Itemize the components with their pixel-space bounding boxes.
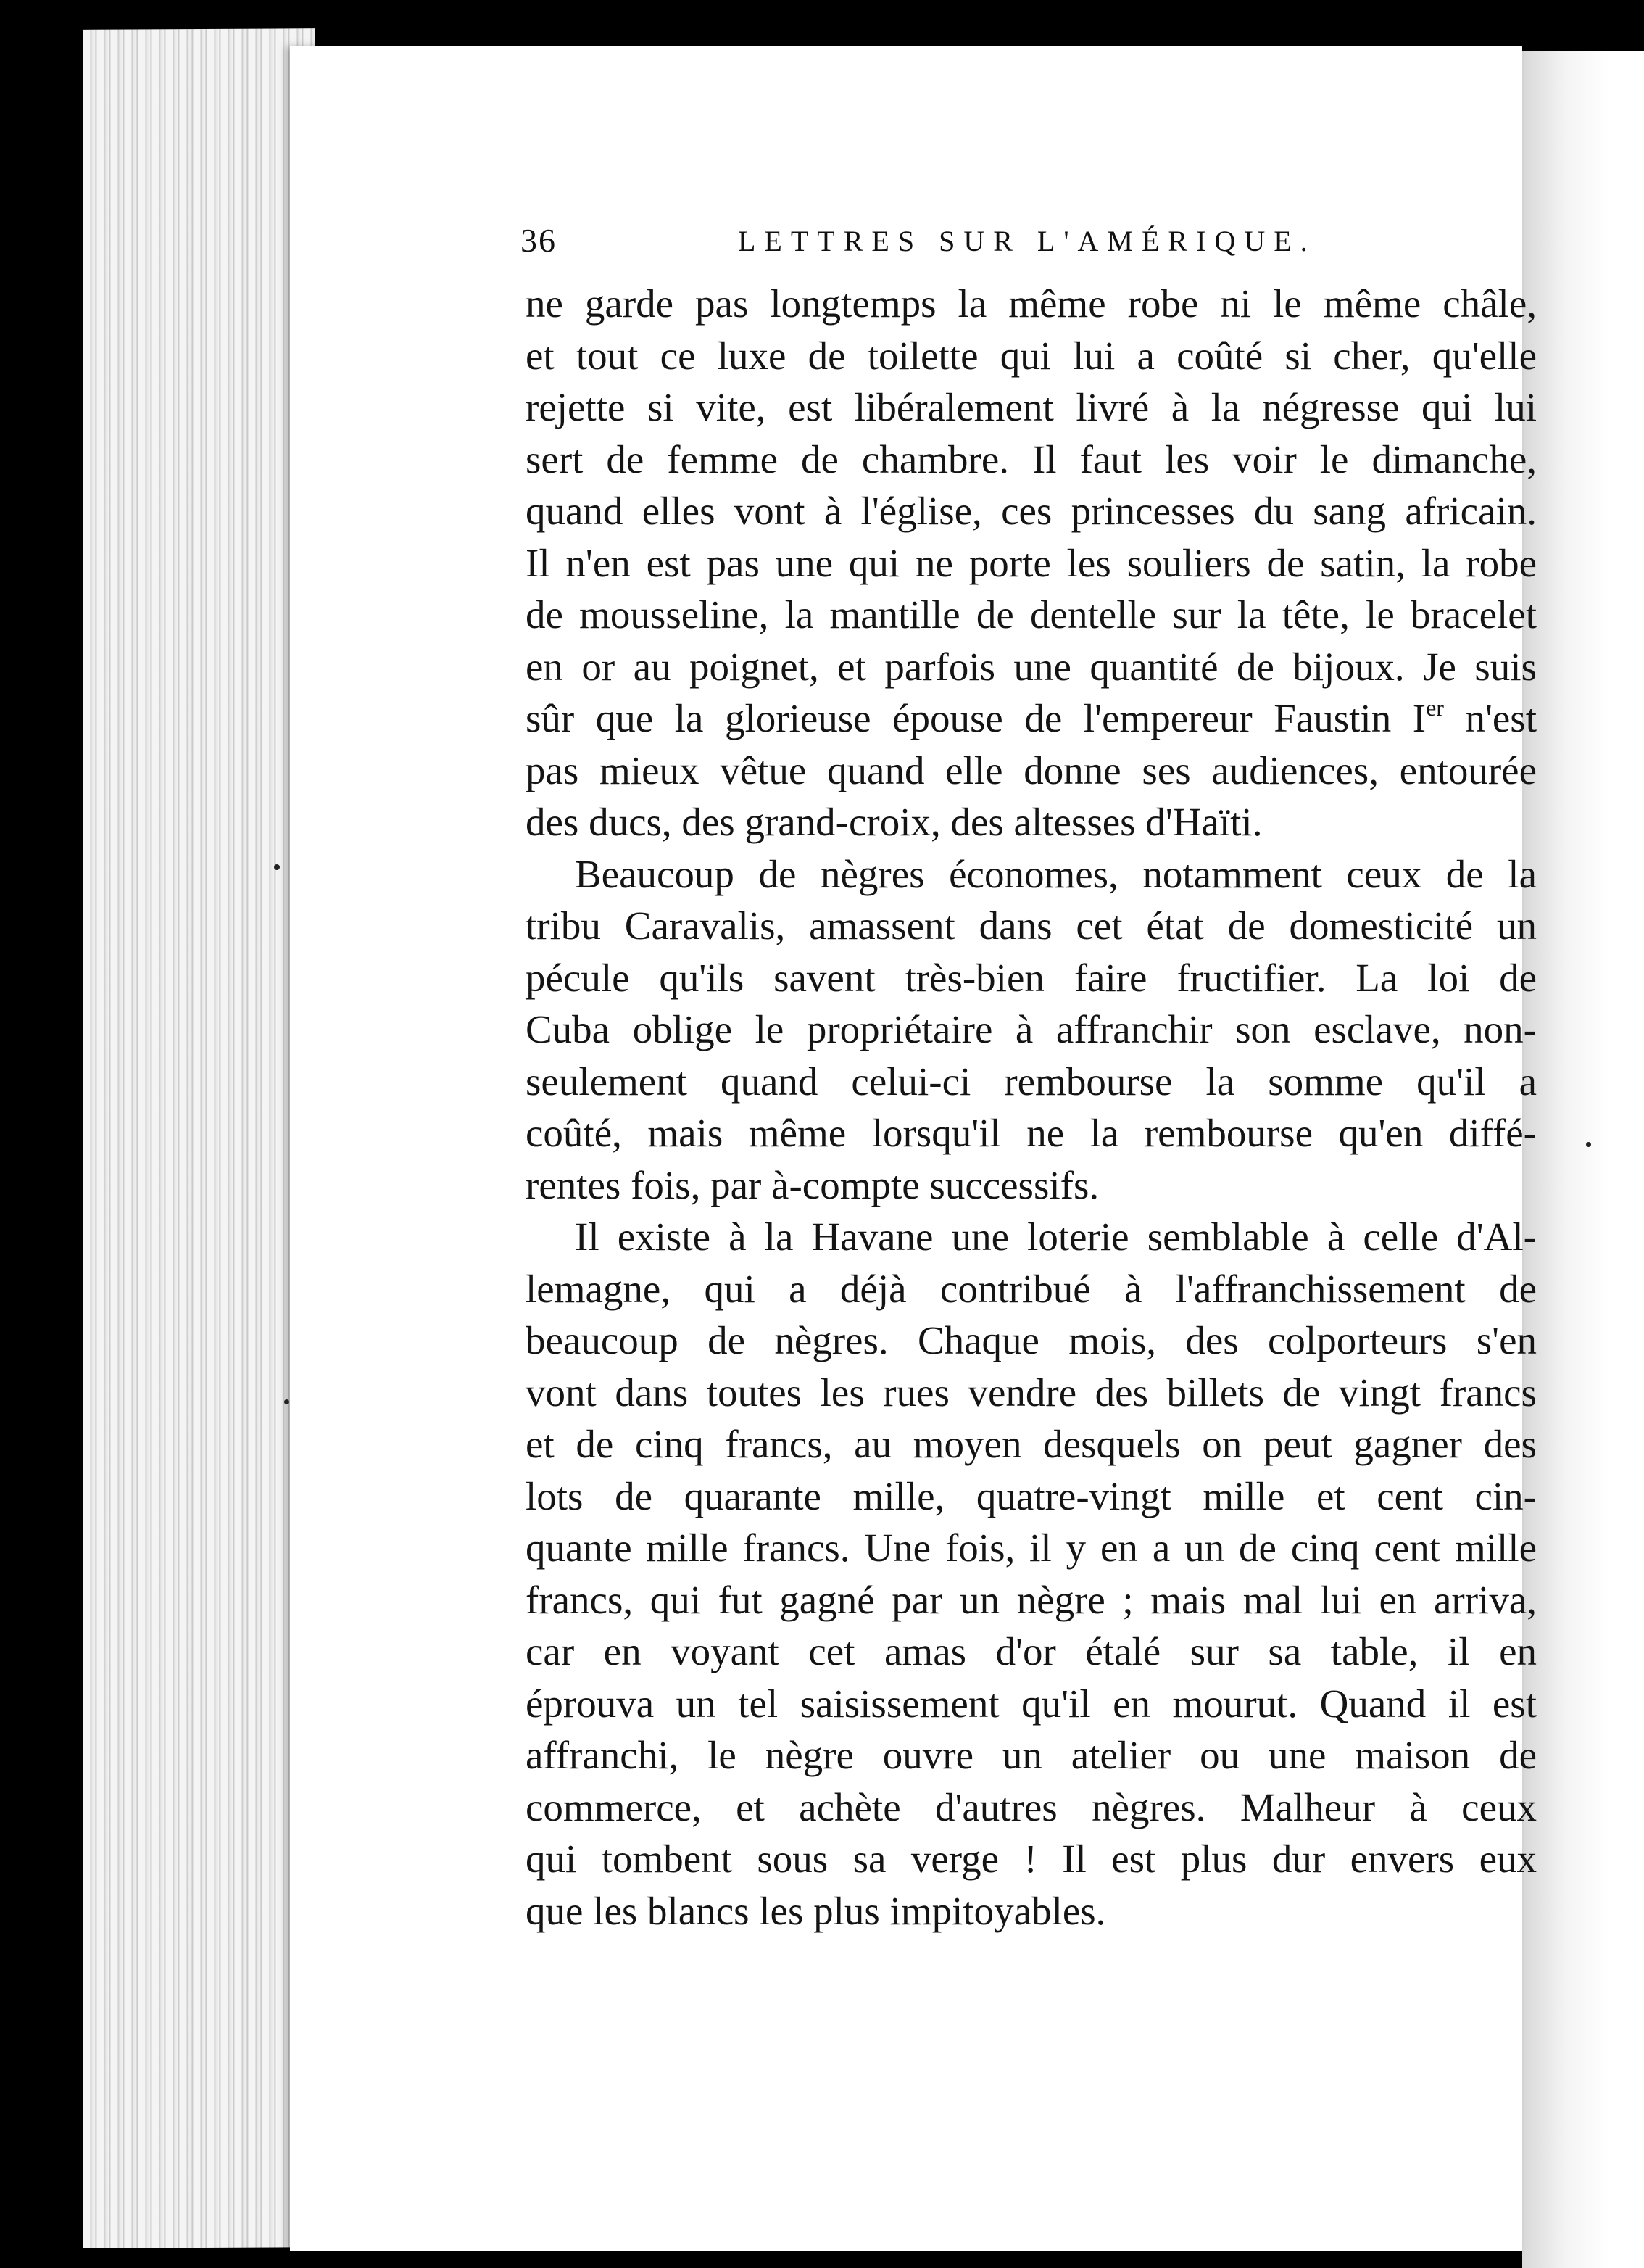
text-line: Il n'en est pas une qui ne porte les souliers de satin, la robe: [526, 540, 1537, 585]
text-line: affranchi, le nègre ouvre un atelier ou une maison de: [526, 1733, 1537, 1777]
scan-speck: [284, 1399, 289, 1404]
text-line: lemagne, qui a déjà contribué à l'affranchissement de: [526, 1266, 1537, 1311]
text-line: que les blancs les plus impitoyables.: [526, 1888, 1106, 1933]
text-line: et de cinq francs, au moyen desquels on peut gagner des: [526, 1422, 1537, 1466]
text-line: Cuba oblige le propriétaire à affranchir son esclave, non-: [526, 1007, 1537, 1051]
text-line: rentes fois, par à-compte successifs.: [526, 1162, 1100, 1207]
text-line: Beaucoup de nègres économes, notamment ceux de la: [575, 851, 1537, 896]
body-text: [526, 278, 1537, 1937]
text-line: lots de quarante mille, quatre-vingt mille et cent cin-: [526, 1473, 1537, 1518]
text-line: en or au poignet, et parfois une quantité de bijoux. Je suis: [526, 644, 1537, 689]
text-line: et tout ce luxe de toilette qui lui a coûté si cher, qu'elle: [526, 333, 1537, 378]
text-line: pas mieux vêtue quand elle donne ses audiences, entourée: [526, 748, 1537, 792]
text-line: des ducs, des grand-croix, des altesses d'Haïti.: [526, 800, 1263, 844]
page-edge-stack: [83, 28, 315, 2248]
text-line: francs, qui fut gagné par un nègre ; mais mal lui en arriva,: [526, 1577, 1537, 1622]
text-line: ne garde pas longtemps la même robe ni le même châle,: [526, 281, 1537, 326]
page-number: 36: [520, 222, 557, 259]
text-line: vont dans toutes les rues vendre des billets de vingt francs: [526, 1370, 1537, 1415]
text-line: car en voyant cet amas d'or étalé sur sa table, il en: [526, 1629, 1537, 1673]
scan-speck: [274, 864, 280, 870]
text-line: seulement quand celui-ci rembourse la somme qu'il a: [526, 1059, 1537, 1104]
next-page-edge: [1522, 51, 1644, 2268]
text-line: coûté, mais même lorsqu'il ne la rembourse qu'en diffé-: [526, 1111, 1537, 1155]
text-segment: sûr que la glorieuse épouse de l'empereur Faustin I: [526, 696, 1427, 740]
text-line: qui tombent sous sa verge ! Il est plus dur envers eux: [526, 1837, 1537, 1881]
text-line: quand elles vont à l'église, ces princesses du sang africain.: [526, 489, 1537, 533]
scan-speck: [1586, 1142, 1591, 1147]
text-line-with-superscript: [526, 692, 1537, 745]
text-line: commerce, et achète d'autres nègres. Malheur à ceux: [526, 1784, 1537, 1829]
text-line: tribu Caravalis, amassent dans cet état de domesticité un: [526, 903, 1537, 948]
text-line: quante mille francs. Une fois, il y en a un de cinq cent mille: [526, 1526, 1537, 1570]
text-line: éprouva un tel saisissement qu'il en mourut. Quand il est: [526, 1681, 1537, 1726]
text-line: rejette si vite, est libéralement livré à la négresse qui lui: [526, 385, 1537, 429]
text-line: pécule qu'ils savent très-bien faire fructifier. La loi de: [526, 955, 1537, 1000]
text-line: sert de femme de chambre. Il faut les voir le dimanche,: [526, 436, 1537, 481]
superscript: er: [1426, 695, 1444, 721]
text-line: de mousseline, la mantille de dentelle sur la tête, le bracelet: [526, 592, 1537, 637]
running-head: [520, 221, 1332, 265]
running-title: LETTRES SUR L'AMÉRIQUE.: [738, 225, 1316, 257]
text-line: Il existe à la Havane une loterie semblable à celle d'Al-: [575, 1214, 1537, 1259]
text-line: beaucoup de nègres. Chaque mois, des colporteurs s'en: [526, 1318, 1537, 1362]
text-segment: n'est: [1443, 696, 1537, 740]
